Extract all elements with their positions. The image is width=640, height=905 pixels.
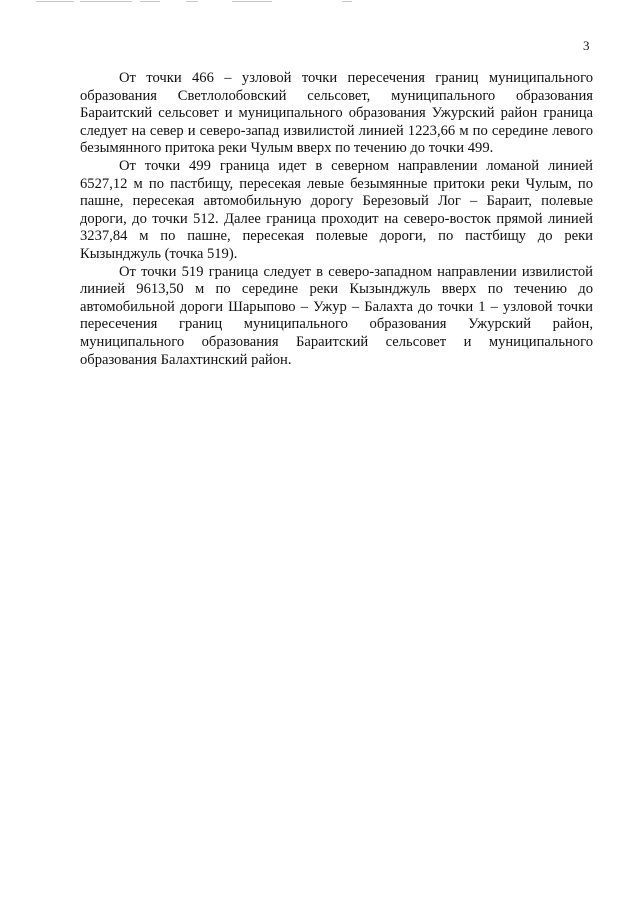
paragraph-3: От точки 519 граница следует в северо-западном направлении извилистой линией 9613,50 м по середине реки Кызынджуль вверх по течению до автомобильной дороги Шарыпово – Ужур – Балахта до точки 1 – узловой точки пересечения границ муниципального образования Ужурский район, муниципального образования Бараитский сельсовет и муниципального образования Балахтинский район. (80, 263, 593, 368)
paragraph-2: От точки 499 граница идет в северном направлении ломаной линией 6527,12 м по пастбищу, пересекая левые безымянные притоки реки Чулым, по пашне, пересекая автомобильную дорогу Березовый Лог – Бараит, полевые дороги, до точки 512. Далее граница проходит на северо-восток прямой линией 3237,84 м по пашне, пересекая полевые дороги, по пастбищу до реки Кызынджуль (точка 519). (80, 157, 593, 262)
paragraph-1: От точки 466 – узловой точки пересечения границ муниципального образования Светлолобовский сельсовет, муниципального образования Бараитский сельсовет и муниципального образования Ужурский район граница следует на север и северо-запад извилистой линией 1223,66 м по середине левого безымянного притока реки Чулым вверх по течению до точки 499. (80, 70, 593, 157)
scan-artifact-marks (36, 0, 366, 4)
page-number: 3 (583, 38, 590, 53)
document-body (80, 70, 593, 369)
